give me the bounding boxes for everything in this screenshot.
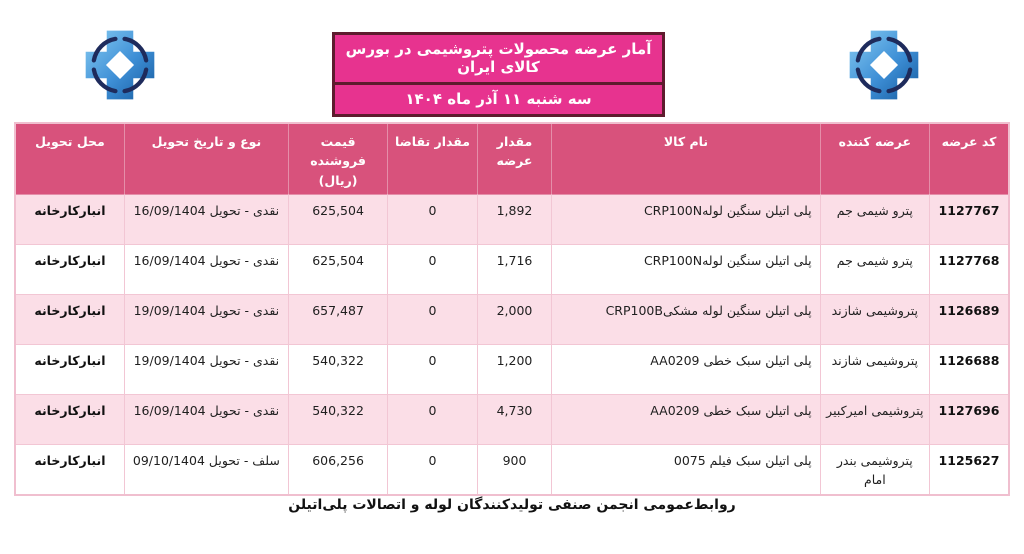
cell-price: 540,322 (288, 395, 387, 445)
cell-supplier: پترو شیمی جم (820, 195, 929, 245)
cell-product: پلی اتیلن سنگین لوله‌CRP100N (552, 245, 820, 295)
cell-supplier: پتروشیمی شازند (820, 345, 929, 395)
header-cell-product: نام کالا (552, 123, 820, 195)
cell-supplier: پترو شیمی جم (820, 245, 929, 295)
exchange-logo-left (78, 26, 162, 104)
cell-code: 1126689 (929, 295, 1009, 345)
cell-supply-qty: 4,730 (477, 395, 552, 445)
cell-demand-qty: 0 (388, 395, 477, 445)
cell-price: 606,256 (288, 445, 387, 495)
header-row (15, 123, 1009, 195)
cell-place: انبارکارخانه (15, 395, 124, 445)
supply-table (14, 122, 1010, 496)
header-cell-delivery: نوع و تاریخ تحویل (124, 123, 288, 195)
report-title: آمار عرضه محصولات پتروشیمی در بورس کالای ایران (332, 32, 665, 82)
cell-supplier: پتروشیمی بندر امام (820, 445, 929, 495)
cell-code: 1126688 (929, 345, 1009, 395)
header-cell-supplier: عرضه کننده (820, 123, 929, 195)
cell-supply-qty: 1,892 (477, 195, 552, 245)
header-cell-demand-qty: مقدار تقاضا (388, 123, 477, 195)
header-cell-place: محل تحویل (15, 123, 124, 195)
cell-supply-qty: 1,716 (477, 245, 552, 295)
header-cell-code: کد عرضه (929, 123, 1009, 195)
cell-delivery: نقدی - تحویل 16/09/1404 (124, 245, 288, 295)
cell-code: 1125627 (929, 445, 1009, 495)
cell-supplier: پتروشیمی شازند (820, 295, 929, 345)
title-banner (332, 32, 665, 117)
cell-delivery: سلف - تحویل 09/10/1404 (124, 445, 288, 495)
cell-place: انبارکارخانه (15, 245, 124, 295)
exchange-cross-logo-icon (78, 26, 162, 104)
cell-supplier: پتروشیمی امیرکبیر (820, 395, 929, 445)
cell-demand-qty: 0 (388, 295, 477, 345)
cell-product: پلی اتیلن سنگین لوله‌CRP100N (552, 195, 820, 245)
cell-code: 1127767 (929, 195, 1009, 245)
cell-place: انبارکارخانه (15, 295, 124, 345)
cell-supply-qty: 2,000 (477, 295, 552, 345)
footer-credit: روابط‌عمومی انجمن صنفی تولیدکنندگان لوله و اتصالات پلی‌اتیلن (288, 497, 736, 513)
cell-place: انبارکارخانه (15, 195, 124, 245)
header-cell-supply-qty: مقدار عرضه (477, 123, 552, 195)
exchange-cross-logo-icon (842, 26, 926, 104)
cell-supply-qty: 900 (477, 445, 552, 495)
cell-supply-qty: 1,200 (477, 345, 552, 395)
cell-product: پلی اتیلن سنگین لوله مشکی‌CRP100B (552, 295, 820, 345)
header-cell-price: قیمت فروشنده (ریال) (288, 123, 387, 195)
cell-delivery: نقدی - تحویل 19/09/1404 (124, 295, 288, 345)
table-body (15, 195, 1009, 495)
cell-code: 1127696 (929, 395, 1009, 445)
table-row (15, 395, 1009, 445)
supply-table-container (14, 122, 1010, 496)
cell-demand-qty: 0 (388, 245, 477, 295)
cell-price: 625,504 (288, 245, 387, 295)
cell-product: پلی اتیلن سبک فیلم 0075 (552, 445, 820, 495)
table-header (15, 123, 1009, 195)
table-row (15, 295, 1009, 345)
report-date: سه شنبه ۱۱ آذر ماه ۱۴۰۴ (332, 82, 665, 117)
cell-demand-qty: 0 (388, 345, 477, 395)
cell-product: پلی اتیلن سبک خطی AA0209 (552, 395, 820, 445)
cell-delivery: نقدی - تحویل 16/09/1404 (124, 395, 288, 445)
cell-place: انبارکارخانه (15, 345, 124, 395)
exchange-logo-right (842, 26, 926, 104)
cell-price: 657,487 (288, 295, 387, 345)
table-row (15, 445, 1009, 495)
table-row (15, 195, 1009, 245)
cell-code: 1127768 (929, 245, 1009, 295)
table-row (15, 345, 1009, 395)
cell-product: پلی اتیلن سبک خطی AA0209 (552, 345, 820, 395)
cell-price: 625,504 (288, 195, 387, 245)
cell-delivery: نقدی - تحویل 16/09/1404 (124, 195, 288, 245)
table-row (15, 245, 1009, 295)
cell-demand-qty: 0 (388, 445, 477, 495)
cell-price: 540,322 (288, 345, 387, 395)
cell-delivery: نقدی - تحویل 19/09/1404 (124, 345, 288, 395)
cell-place: انبارکارخانه (15, 445, 124, 495)
cell-demand-qty: 0 (388, 195, 477, 245)
